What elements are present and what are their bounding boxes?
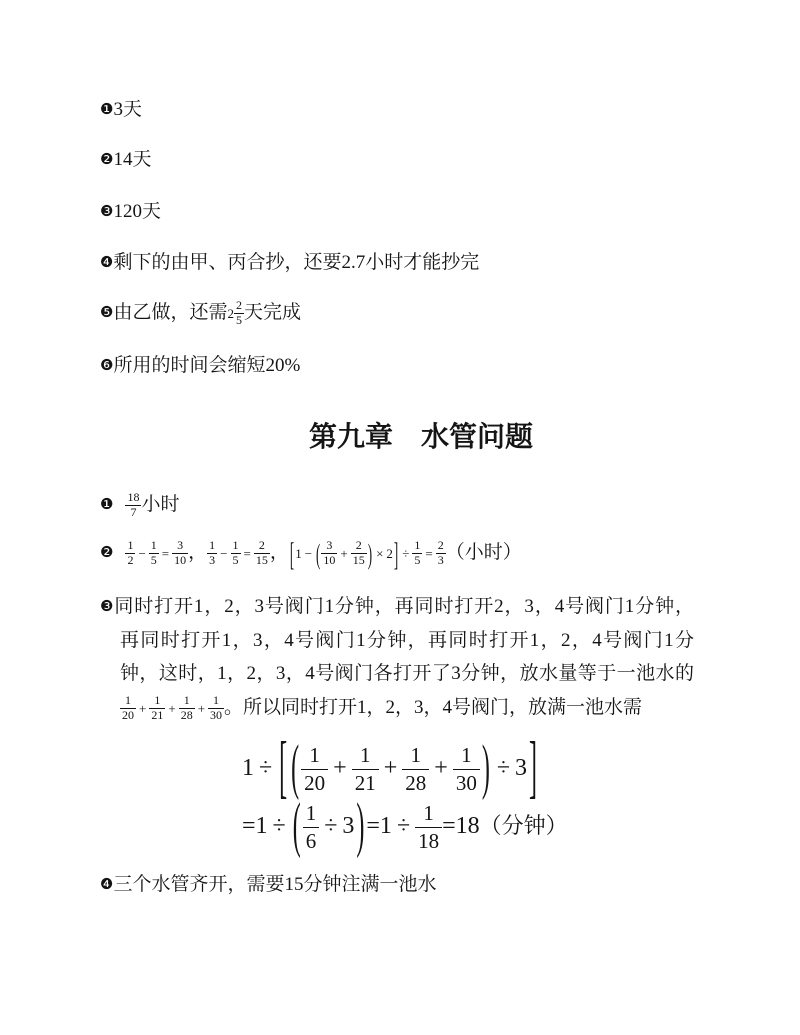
display-equation-1 [242, 731, 539, 808]
fraction-numerator: 1 [303, 800, 320, 828]
fraction [453, 742, 480, 798]
fraction [351, 539, 367, 568]
paragraph-line [113, 596, 694, 617]
open-bracket: ( [291, 736, 300, 803]
math-operator: + [139, 701, 147, 716]
fraction [436, 539, 446, 568]
chapter-answer-3-line-4 [120, 691, 642, 725]
text-run: ， [188, 542, 208, 563]
fraction [179, 694, 195, 723]
fraction-denominator: 30 [210, 708, 223, 723]
math-operator: × [376, 546, 384, 561]
fraction-denominator: 21 [151, 708, 164, 723]
math-operator: + [333, 755, 347, 781]
chapter-title: 第九章 水管问题 [308, 422, 533, 453]
math-number: 2 [386, 546, 393, 561]
fraction-denominator: 20 [304, 770, 326, 795]
fraction-numerator: 3 [321, 539, 337, 554]
text-run: 小时 [141, 494, 180, 515]
fraction-numerator: 18 [127, 490, 140, 505]
fraction [149, 539, 159, 568]
paragraph-line [120, 693, 643, 723]
paragraph-line [120, 630, 694, 651]
fraction-denominator: 2 [127, 553, 134, 568]
math-operator: + [340, 546, 348, 561]
item-number-marker: ❹ [100, 875, 114, 893]
fraction [254, 539, 270, 568]
math-number: 1 [242, 755, 254, 781]
math-number: 3 [342, 813, 355, 839]
fraction [303, 800, 320, 856]
item-number-marker: ❶ [100, 100, 114, 118]
fraction-denominator: 3 [209, 553, 216, 568]
fraction-denominator: 20 [122, 708, 134, 723]
fraction-numerator: 1 [352, 742, 379, 770]
previous-answer-6 [100, 349, 300, 383]
fraction [172, 539, 188, 568]
answer-text: 120天 [113, 201, 161, 222]
fraction-numerator: 2 [437, 538, 444, 553]
display-equation-2 [242, 794, 568, 861]
fraction [120, 694, 136, 723]
fraction-denominator: 15 [255, 553, 268, 568]
bracket-group [289, 736, 492, 803]
close-bracket: ] [528, 731, 537, 808]
chapter-answer-3-line-1 [100, 590, 694, 624]
fraction-numerator: 1 [149, 694, 165, 709]
fraction-numerator: 1 [209, 538, 216, 553]
item-number-marker: ❸ [100, 597, 114, 615]
fraction [412, 539, 422, 568]
fraction-denominator: 30 [455, 770, 477, 795]
previous-answer-1 [100, 93, 142, 127]
fraction-denominator: 3 [437, 553, 444, 568]
fraction-denominator: 5 [414, 553, 421, 568]
fraction-numerator: 1 [232, 538, 239, 553]
math-operator: ÷ [259, 755, 273, 781]
open-bracket: ( [292, 794, 301, 861]
fraction [207, 539, 217, 568]
math-operator: − [304, 546, 313, 561]
bracket-group [291, 794, 367, 861]
fraction-denominator: 5 [235, 313, 242, 328]
bracket-group [289, 534, 399, 573]
close-bracket: ) [367, 537, 373, 571]
math-operator: ÷ [272, 813, 286, 839]
paragraph-line [120, 663, 694, 684]
fraction-numerator: 2 [254, 539, 270, 554]
item-number-marker: ❺ [100, 303, 114, 321]
fraction-denominator: 18 [418, 828, 440, 853]
fraction [415, 800, 442, 856]
fraction-numerator: 1 [127, 538, 134, 553]
bracket-contents [303, 800, 355, 853]
math-operator: ÷ [496, 755, 510, 781]
text-run: 钟，这时，1，2，3，4号阀门各打开了3分钟，放水量等于一池水的 [120, 663, 694, 684]
math-operator: = [243, 546, 251, 561]
fraction-numerator: 1 [414, 538, 421, 553]
bracket-contents [301, 742, 480, 795]
math-operator: ÷ [324, 813, 338, 839]
previous-answer-4 [100, 246, 479, 280]
fraction-denominator: 10 [174, 553, 187, 568]
answer-expression [125, 490, 180, 520]
fraction-denominator: 7 [130, 505, 137, 520]
text-run: 天完成 [243, 302, 301, 323]
fraction [402, 742, 429, 798]
chapter-answer-3-line-3 [120, 657, 694, 691]
open-bracket: [ [279, 731, 288, 808]
fraction [352, 742, 379, 798]
fraction [125, 539, 135, 568]
fraction [231, 539, 241, 568]
close-bracket: ] [393, 534, 399, 573]
math-operator: ÷ [396, 813, 411, 839]
answer-text: 14天 [113, 149, 152, 170]
math-operator: + [197, 701, 206, 716]
fraction-numerator: 1 [208, 694, 224, 709]
fraction-numerator: 1 [179, 694, 195, 709]
close-bracket: ) [481, 736, 490, 803]
math-operator: + [383, 755, 398, 781]
item-number-marker: ❻ [100, 356, 114, 374]
math-operator: = [161, 546, 170, 561]
answer-text: 3天 [113, 99, 142, 120]
chapter-answer-2 [100, 534, 522, 573]
math-number: =1 [242, 813, 268, 839]
item-number-marker: ❷ [100, 150, 114, 168]
math-operator: − [220, 546, 228, 561]
fraction-denominator: 28 [180, 708, 193, 723]
fraction [125, 491, 141, 520]
answer-expression [113, 298, 301, 328]
text-run: 再同时打开1，3，4号阀门1分钟，再同时打开1，2，4号阀门1分 [120, 630, 694, 651]
math-operator: ÷ [402, 546, 410, 561]
fraction-numerator: 2 [351, 539, 367, 554]
text-run: （小时） [445, 542, 522, 563]
item-number-marker: ❶ [100, 495, 114, 513]
answer-text: 三个水管齐开，需要15分钟注满一池水 [113, 874, 437, 895]
math-operator: + [168, 701, 176, 716]
open-bracket: ( [316, 537, 321, 571]
chapter-answer-4 [100, 868, 436, 902]
answer-text: 剩下的由甲、丙合抄，还要2.7小时才能抄完 [113, 252, 480, 273]
fraction-numerator: 1 [120, 694, 136, 709]
fraction-numerator: 3 [172, 539, 188, 554]
item-number-marker: ❷ [100, 543, 114, 561]
fraction-denominator: 10 [323, 553, 336, 568]
fraction-denominator: 21 [354, 770, 376, 795]
text-run: 由乙做，还需 [113, 302, 228, 323]
fraction-denominator: 6 [305, 828, 317, 853]
math-operator: − [138, 546, 146, 561]
fraction-numerator: 1 [301, 742, 328, 770]
bracket-group [315, 537, 373, 571]
item-number-marker: ❸ [100, 202, 114, 220]
math-operator: + [434, 755, 448, 781]
bracket-contents [295, 537, 393, 571]
fraction-denominator: 5 [232, 553, 239, 568]
fraction-numerator: 1 [402, 742, 429, 770]
bracket-contents [289, 736, 527, 803]
text-run: ， [269, 542, 289, 563]
math-number: 1 [295, 546, 302, 561]
fraction-denominator: 28 [405, 770, 427, 795]
math-number: 2 [227, 306, 234, 321]
fraction [321, 539, 337, 568]
item-number-marker: ❹ [100, 253, 114, 271]
fraction [234, 299, 244, 328]
math-number: =18 [442, 813, 480, 839]
chapter-answer-3-line-2 [120, 624, 694, 658]
fraction-denominator: 15 [352, 553, 365, 568]
text-run: 。所以同时打开1，2，3，4号阀门，放满一池水需 [224, 697, 643, 718]
fraction [149, 694, 165, 723]
chapter-answer-1 [100, 488, 179, 522]
answer-expression [125, 534, 522, 573]
fraction-numerator: 1 [150, 538, 157, 553]
fraction-denominator: 5 [150, 553, 157, 568]
math-number: 3 [514, 755, 527, 781]
math-number: =1 [366, 813, 392, 839]
previous-answer-3 [100, 195, 161, 229]
bracket-group [277, 731, 539, 808]
text-run: （分钟） [479, 813, 568, 838]
open-bracket: [ [289, 534, 295, 573]
answer-text: 所用的时间会缩短20% [113, 355, 301, 376]
math-operator: = [425, 546, 433, 561]
fraction [208, 694, 224, 723]
previous-answer-5 [100, 296, 301, 330]
fraction [301, 742, 328, 798]
fraction-numerator: 2 [235, 298, 242, 313]
fraction-numerator: 1 [453, 742, 480, 770]
close-bracket: ) [356, 794, 365, 861]
previous-answer-2 [100, 143, 151, 177]
fraction-numerator: 1 [415, 800, 442, 828]
text-run: 同时打开1，2，3号阀门1分钟，再同时打开2，3，4号阀门1分钟， [113, 596, 694, 617]
bracket-contents [321, 538, 366, 568]
